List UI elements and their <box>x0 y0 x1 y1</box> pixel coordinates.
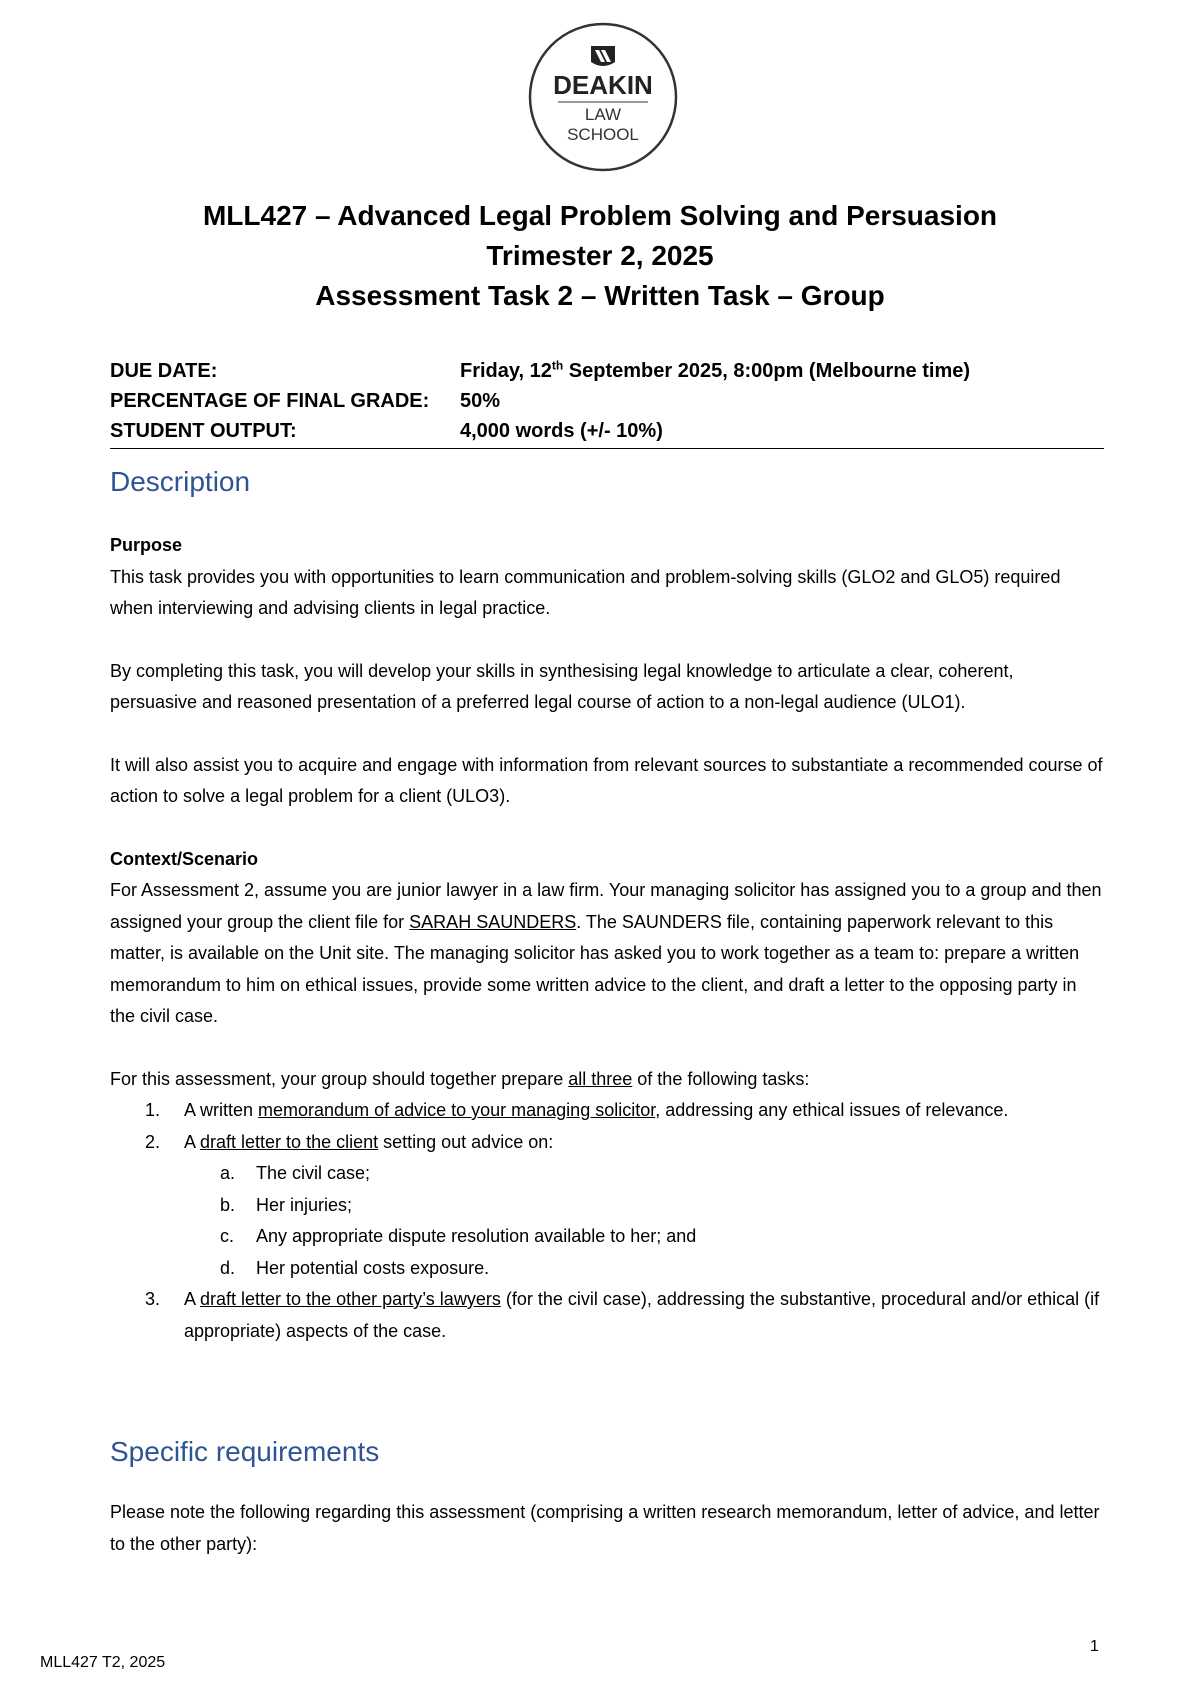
tasks-intro: For this assessment, your group should together prepare all three of the following tasks: <box>110 1068 810 1089</box>
logo-deakin-text: DEAKIN <box>553 70 653 100</box>
requirements-intro: Please note the following regarding this assessment (comprising a written research memorandum, letter of advice, and letter to the other party): <box>110 1502 1100 1554</box>
shield-icon <box>591 46 615 66</box>
task-item-1: 1. A written memorandum of advice to your managing solicitor, addressing any ethical issues of relevance. <box>145 1100 1009 1120</box>
deakin-law-school-logo <box>528 22 678 172</box>
footer-unit-code: MLL427 T2, 2025 <box>40 1654 166 1671</box>
percentage-value: 50% <box>460 390 501 412</box>
logo-law-text: LAW <box>584 105 622 124</box>
purpose-paragraph-3: It will also assist you to acquire and engage with information from relevant sources to substantiate a recommended course of action to solve a legal problem for a client (ULO3). <box>110 754 1103 806</box>
title-assessment: Assessment Task 2 – Written Task – Group <box>315 280 885 311</box>
assessment-info-table <box>110 356 1104 449</box>
percentage-label: PERCENTAGE OF FINAL GRADE: <box>110 390 430 412</box>
purpose-paragraph-2: By completing this task, you will develop your skills in synthesising legal knowledge to articulate a clear, coherent, persuasive and reasoned presentation of a preferred legal course of action to a non-legal audience (ULO1). <box>110 660 1014 712</box>
description-body <box>110 530 1104 1347</box>
student-output-value: 4,000 words (+/- 10%) <box>460 420 663 442</box>
logo-school-text: SCHOOL <box>567 125 639 144</box>
subtask-item-a: a. The civil case; <box>220 1163 371 1183</box>
due-date-row <box>110 356 1104 386</box>
task-item-3: 3. A draft letter to the other party’s lawyers (for the civil case), addressing the substantive, procedural and/or ethical (if appropriate) aspects of the case. <box>145 1289 1100 1341</box>
student-output-row <box>110 416 1104 446</box>
task-list <box>110 1095 1104 1347</box>
page-number: 1 <box>1090 1638 1099 1655</box>
requirements-body <box>110 1497 1104 1560</box>
due-date-label: DUE DATE: <box>110 360 218 382</box>
description-heading: Description <box>110 466 251 497</box>
purpose-paragraph-1: This task provides you with opportunities to learn communication and problem-solving skills (GLO2 and GLO5) required when interviewing and advising clients in legal practice. <box>110 566 1061 618</box>
title-trimester: Trimester 2, 2025 <box>486 240 714 271</box>
subtask-item-d: d. Her potential costs exposure. <box>220 1257 490 1278</box>
subtask-item-b: b. Her injuries; <box>220 1194 353 1215</box>
context-paragraph: For Assessment 2, assume you are junior lawyer in a law firm. Your managing solicitor has assigned you to a group and then assigned your group the client file for SARAH SAUNDERS. The SAUNDERS file, containing paperwork relevant to this matter, is available on the Unit site. The managing solicitor has asked you to work together as a team to: prepare a written memorandum to him on ethical issues, provide some written advice to the client, and draft a letter to the opposing party in the civil case. <box>110 880 1102 1026</box>
due-date-value: Friday, 12th September 2025, 8:00pm (Melbourne time) <box>460 358 971 382</box>
student-output-label: STUDENT OUTPUT: <box>110 420 297 442</box>
percentage-row <box>110 386 1104 416</box>
title-unit: MLL427 – Advanced Legal Problem Solving and Persuasion <box>202 200 998 231</box>
task-item-2: 2. A draft letter to the client setting out advice on: <box>145 1131 554 1152</box>
client-name: SARAH SAUNDERS <box>409 911 577 932</box>
subtask-item-c: c. Any appropriate dispute resolution available to her; and <box>220 1226 697 1246</box>
specific-requirements-heading: Specific requirements <box>110 1436 380 1467</box>
purpose-heading: Purpose <box>110 535 183 555</box>
context-heading: Context/Scenario <box>110 848 259 869</box>
document-title <box>0 196 1200 316</box>
